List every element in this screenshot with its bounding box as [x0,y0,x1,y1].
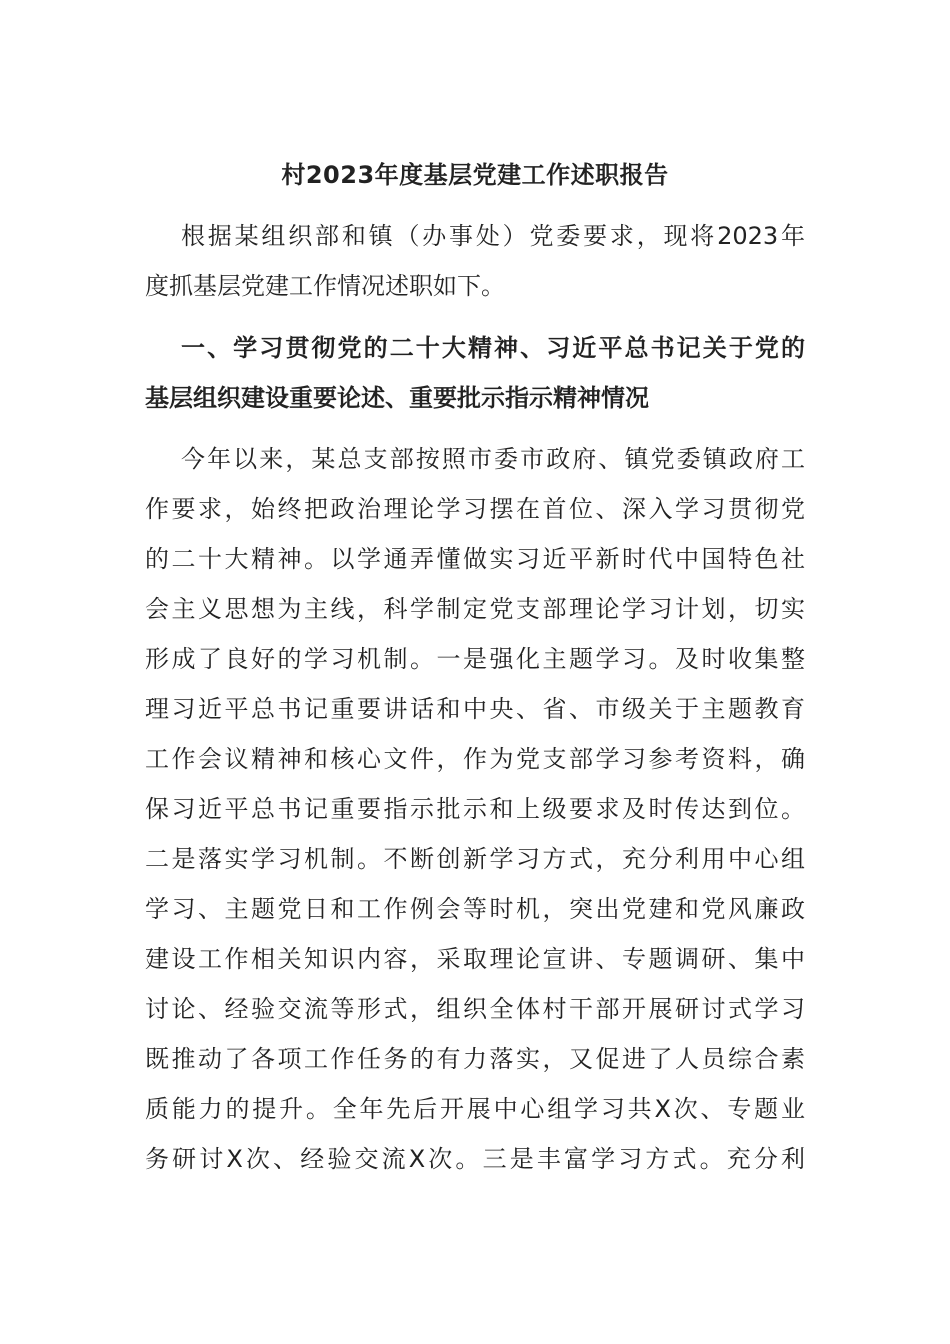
intro-line: 根据某组织部和镇（办事处）党委要求，现将2023年 [181,222,805,250]
intro-line: 度抓基层党建工作情况述职如下。 [145,272,505,300]
body-line: 学习、主题党日和工作例会等时机，突出党建和党风廉政 [145,895,805,923]
body-line: 质能力的提升。全年先后开展中心组学习共X次、专题业 [145,1095,805,1123]
body-line: 理习近平总书记重要讲话和中央、省、市级关于主题教育 [145,695,805,723]
body-line: 保习近平总书记重要指示批示和上级要求及时传达到位。 [145,795,805,823]
body-line: 作要求，始终把政治理论学习摆在首位、深入学习贯彻党 [145,495,805,523]
body-line: 讨论、经验交流等形式，组织全体村干部开展研讨式学习 [145,995,805,1023]
body-line: 二是落实学习机制。不断创新学习方式，充分利用中心组 [145,845,805,873]
body-line: 会主义思想为主线，科学制定党支部理论学习计划，切实 [145,595,805,623]
body-line: 工作会议精神和核心文件，作为党支部学习参考资料，确 [145,745,805,773]
body-line: 形成了良好的学习机制。一是强化主题学习。及时收集整 [145,645,805,673]
section-heading-line: 基层组织建设重要论述、重要批示指示精神情况 [145,384,649,412]
body-line: 今年以来，某总支部按照市委市政府、镇党委镇政府工 [181,445,805,473]
body-line: 建设工作相关知识内容，采取理论宣讲、专题调研、集中 [145,945,805,973]
section-heading-line: 一、学习贯彻党的二十大精神、习近平总书记关于党的 [181,334,805,362]
body-line: 务研讨X次、经验交流X次。三是丰富学习方式。充分利 [145,1145,805,1173]
body-line: 的二十大精神。以学通弄懂做实习近平新时代中国特色社 [145,545,805,573]
document-title: 村2023年度基层党建工作述职报告 [281,161,669,189]
body-line: 既推动了各项工作任务的有力落实，又促进了人员综合素 [145,1045,805,1073]
